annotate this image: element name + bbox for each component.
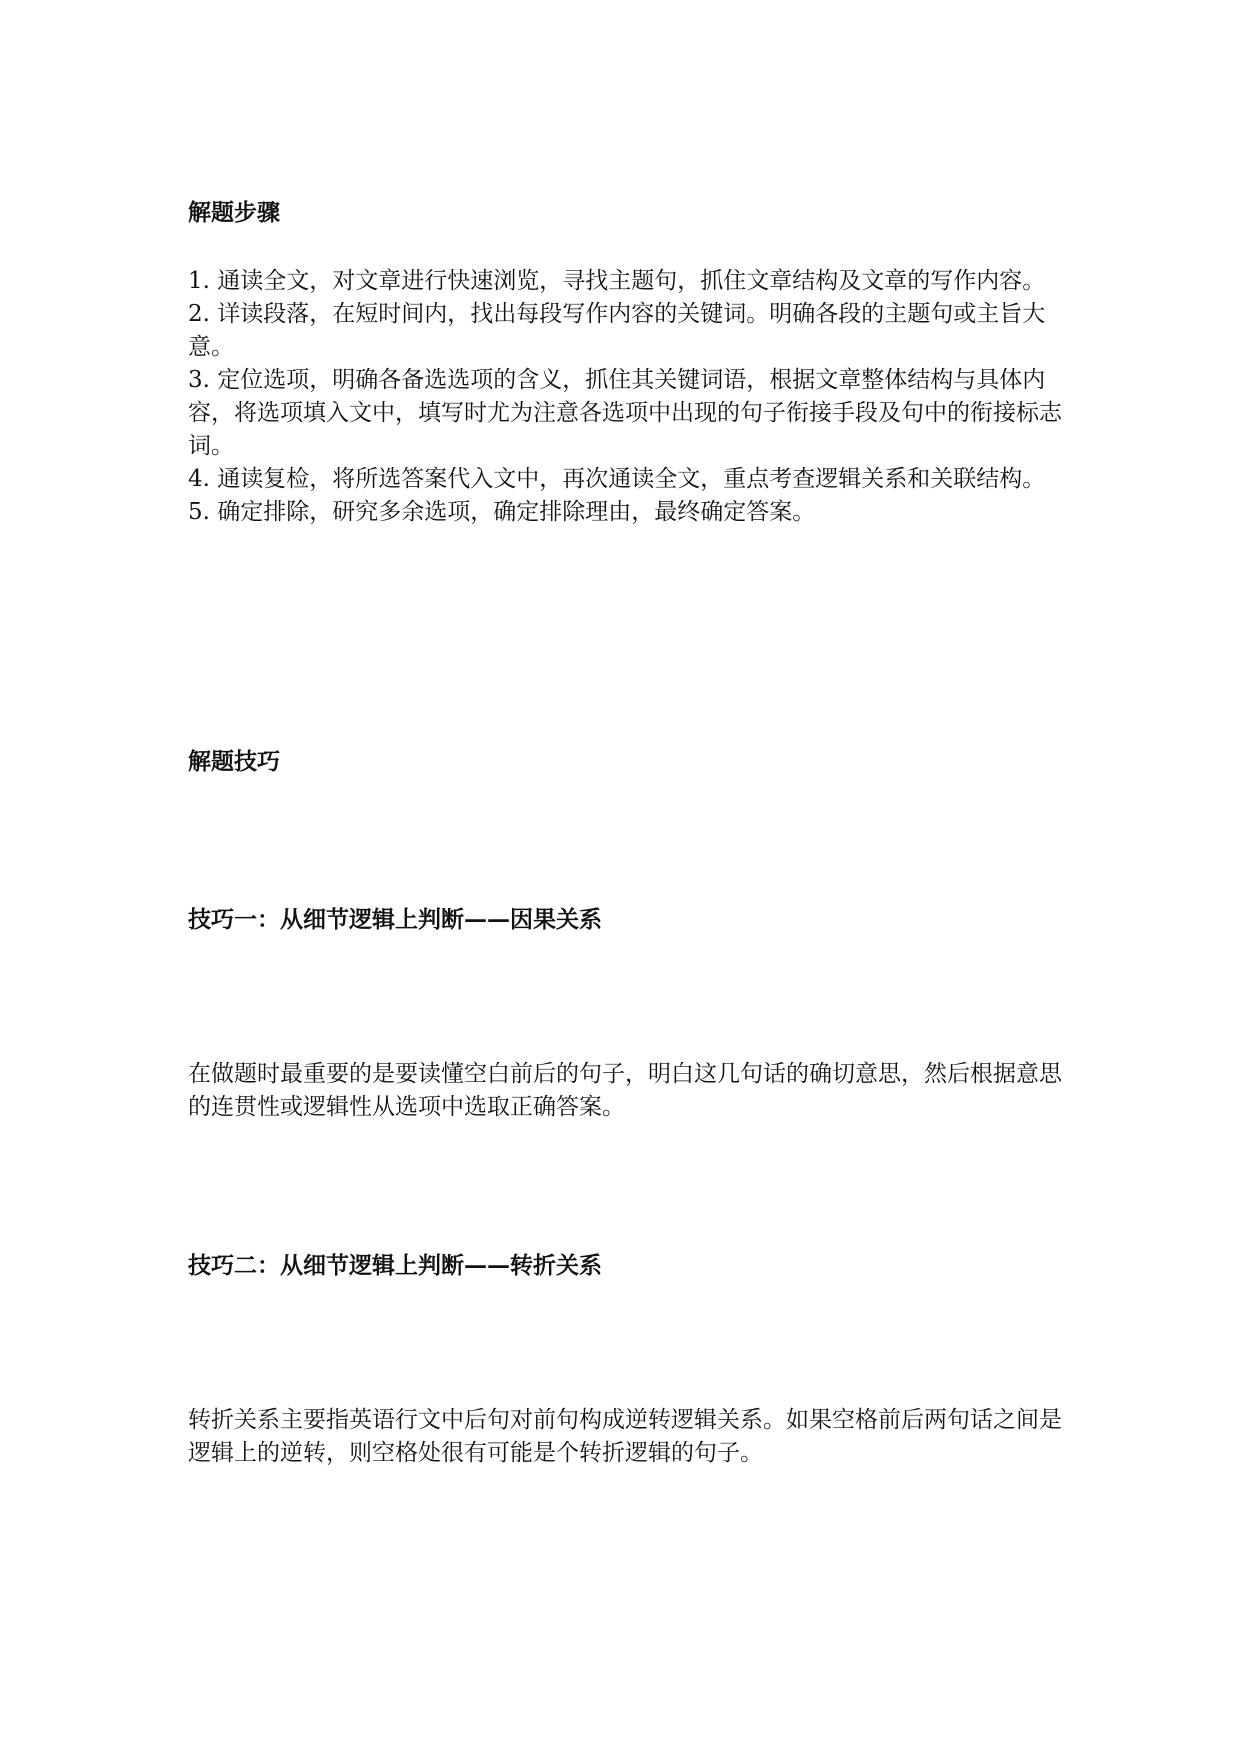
step-item: 5. 确定排除，研究多余选项，确定排除理由，最终确定答案。 xyxy=(188,499,816,525)
tip2-paragraph: 转折关系主要指英语行文中后句对前句构成逆转逻辑关系。如果空格前后两句话之间是逻辑上的逆转，则空格处很有可能是个转折逻辑的句子。 xyxy=(188,1407,1062,1466)
step-item: 1. 通读全文，对文章进行快速浏览，寻找主题句，抓住文章结构及文章的写作内容。 xyxy=(188,268,1046,294)
step-item: 2. 详读段落，在短时间内，找出每段写作内容的关键词。明确各段的主题句或主旨大意。 xyxy=(188,301,1046,360)
step-item: 3. 定位选项，明确各备选选项的含义，抓住其关键词语，根据文章整体结构与具体内容，将选项填入文中，填写时尤为注意各选项中出现的句子衔接手段及句中的衔接标志词。 xyxy=(188,367,1062,459)
steps-list xyxy=(188,265,1068,529)
tip1-heading: 技巧一：从细节逻辑上判断——因果关系 xyxy=(188,906,602,933)
tip1-paragraph: 在做题时最重要的是要读懂空白前后的句子，明白这几句话的确切意思，然后根据意思的连贯性或逻辑性从选项中选取正确答案。 xyxy=(188,1061,1062,1120)
steps-heading: 解题步骤 xyxy=(188,199,280,226)
techniques-heading: 解题技巧 xyxy=(188,748,280,775)
tip2-heading: 技巧二：从细节逻辑上判断——转折关系 xyxy=(188,1252,602,1279)
step-item: 4. 通读复检，将所选答案代入文中，再次通读全文，重点考查逻辑关系和关联结构。 xyxy=(188,466,1046,492)
